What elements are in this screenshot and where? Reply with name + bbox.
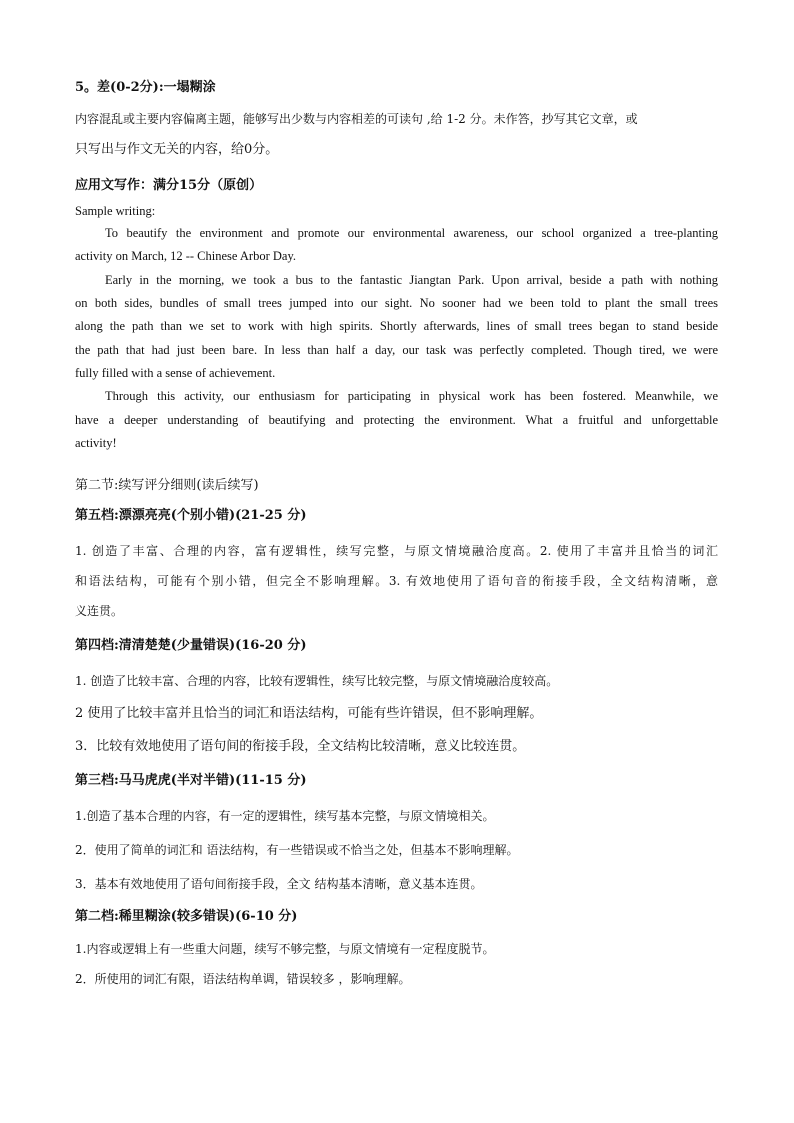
sample-p2-line: fully filled with a sense of achievement.	[75, 366, 276, 380]
level5-line: 义连贯。	[75, 604, 124, 618]
section5-line2: 只写出与作文无关的内容，给0分。	[75, 142, 279, 157]
level4-title: 第四档:清清楚楚(少量错误)(16-20 分)	[75, 638, 307, 653]
section2-title: 第二节:续写评分细则(读后续写)	[75, 478, 259, 493]
sample-p2-line: on both sides, bundles of small trees jumped into our sight. No sooner had we been told to plant the small trees	[75, 296, 718, 310]
level3-line: 3．基本有效地使用了语句间衔接手段，全文 结构基本清晰，意义基本连贯。	[75, 877, 483, 891]
level3-title: 第三档:马马虎虎(半对半错)(11-15 分)	[75, 773, 307, 788]
level5-line: 1. 创造了丰富、合理的内容，富有逻辑性，续写完整，与原文情境融洽度高。2. 使用了丰富并且恰当的词汇	[75, 544, 718, 558]
level5-title: 第五档:漂漂亮亮(个别小错)(21-25 分)	[75, 508, 307, 523]
level4-line: 1. 创造了比较丰富、合理的内容，比较有逻辑性，续写比较完整，与原文情境融洽度较高。	[75, 674, 559, 688]
sample-p3-line: have a deeper understanding of beautifying and protecting the environment. What a fruitful and unforgettable	[75, 413, 718, 427]
sample-p2-line: Early in the morning, we took a bus to the fantastic Jiangtan Park. Upon arrival, beside a path with nothing	[105, 273, 718, 287]
sample-p2-line: the path that had just been bare. In less than half a day, our task was perfectly completed. Though tired, we were	[75, 343, 718, 357]
sample-p2-line: along the path than we set to work with high spirits. Shortly afterwards, lines of small trees began to stand beside	[75, 319, 718, 333]
sample-p1-line: activity on March, 12 -- Chinese Arbor Day.	[75, 249, 297, 263]
level2-title: 第二档:稀里糊涂(较多错误)(6-10 分)	[75, 909, 298, 924]
sample-label: Sample writing:	[75, 204, 156, 218]
sample-p3-line: Through this activity, our enthusiasm for participating in physical work has been fostered. Meanwhile, we	[105, 389, 718, 403]
applied-title: 应用文写作：满分15分（原创）	[75, 178, 263, 193]
level3-line: 1.创造了基本合理的内容，有一定的逻辑性，续写基本完整，与原文情境相关。	[75, 809, 495, 823]
level4-line: 3．比较有效地使用了语句间的衔接手段，全文结构比较清晰，意义比较连贯。	[75, 739, 526, 754]
sample-p1-line: To beautify the environment and promote our environmental awareness, our school organized a tree-planting	[105, 226, 718, 240]
level4-line: 2 使用了比较丰富并且恰当的词汇和语法结构，可能有些许错误，但不影响理解。	[75, 706, 543, 721]
level2-line: 2．所使用的词汇有限，语法结构单调，错误较多 ，影响理解。	[75, 972, 411, 986]
section5-title: 5。差(0-2分):一塌糊涂	[75, 80, 216, 95]
level5-line: 和语法结构，可能有个别小错，但完全不影响理解。3. 有效地使用了语句音的衔接手段，全文结构清晰，意	[75, 574, 718, 588]
section5-line1: 内容混乱或主要内容偏离主题，能够写出少数与内容相差的可读句 ,给 1-2 分。未作答，抄写其它文章，或	[75, 112, 638, 126]
level3-line: 2．使用了简单的词汇和 语法结构，有一些错误或不恰当之处，但基本不影响理解。	[75, 843, 519, 857]
level2-line: 1.内容或逻辑上有一些重大问题，续写不够完整，与原文情境有一定程度脱节。	[75, 942, 495, 956]
sample-p3-line: activity!	[75, 436, 117, 450]
